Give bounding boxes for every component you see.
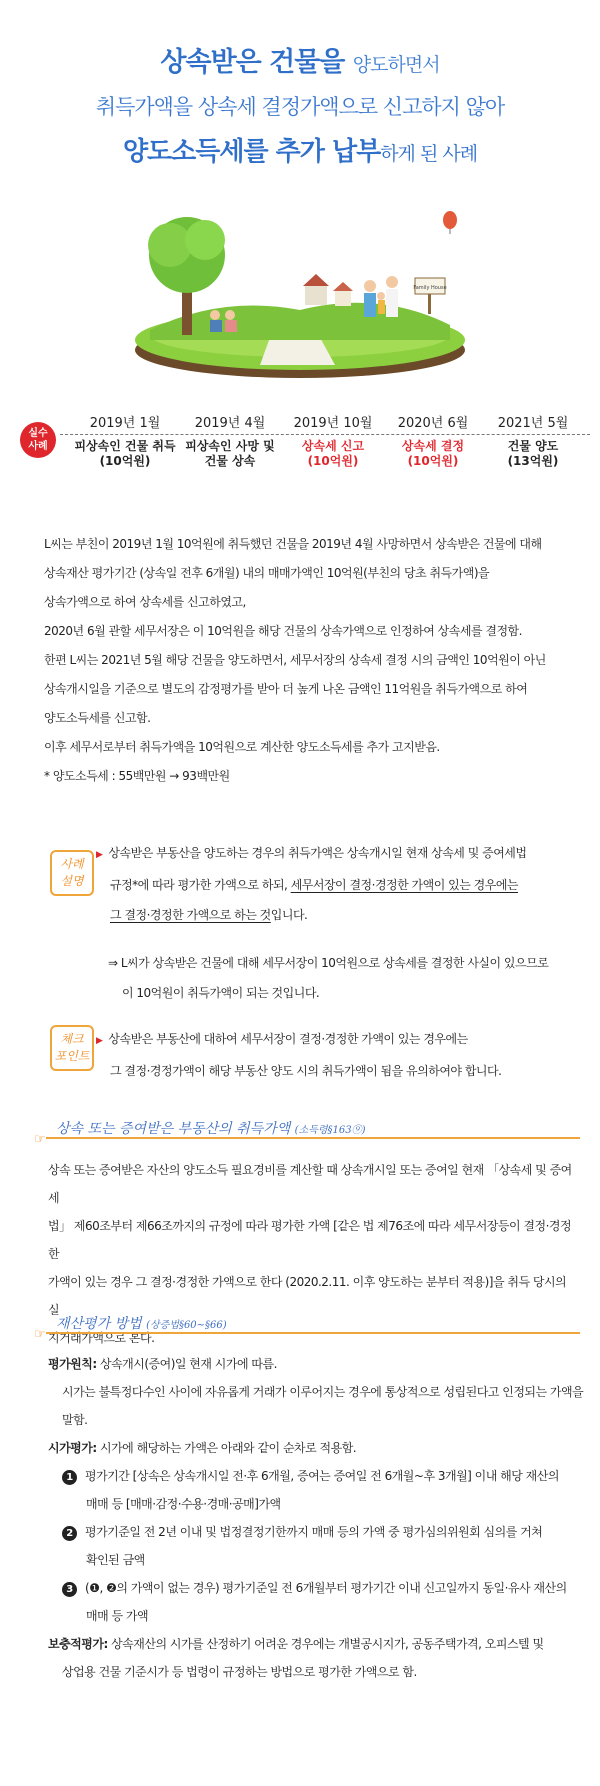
law-line: 지거래가액으로 본다. [48, 1331, 155, 1345]
timeline-date: 2020년 6월 [397, 416, 469, 431]
principle-desc: 시가는 불특정다수인 사이에 자유롭게 거래가 이루어지는 경우에 통상적으로 성립된다고 인정되는 가액을 [62, 1385, 584, 1399]
case-explanation-line: 규정*에 따라 평가한 가액으로 하되, [110, 878, 291, 892]
method-item-text: 매매 등 가액 [86, 1609, 149, 1623]
number-badge-icon: 1 [62, 1470, 77, 1485]
check-point [96, 1024, 580, 1086]
note-line: 이 10억원이 취득가액이 되는 것입니다. [122, 986, 320, 1000]
method-item-text: 매매 등 [매매·감정·수용·경매·공매]가액 [86, 1497, 281, 1511]
method-item-text: 평가기간 [상속은 상속개시일 전·후 6개월, 증여는 증여일 전 6개월~후 3개월] 이내 해당 재산의 [85, 1469, 559, 1483]
timeline-desc: 피상속인 건물 취득 (10억원) [74, 439, 176, 468]
supplementary-row [48, 1630, 578, 1658]
case-explanation-underline: 그 결정·경정한 가액으로 하는 것 [110, 908, 271, 922]
section-law-heading [34, 1118, 580, 1147]
section-law-ref: (소득령§163⑨) [294, 1125, 366, 1136]
supplementary-text: 상업용 건물 기준시가 등 법령이 규정하는 방법으로 평가한 가액으로 함. [62, 1665, 417, 1679]
section-law-rule [46, 1137, 580, 1139]
principle-text: 상속개시(증여)일 현재 시가에 따름. [96, 1357, 277, 1371]
timeline-desc: 피상속인 사망 및 건물 상속 [185, 439, 275, 468]
section-method-title [56, 1313, 227, 1333]
title-line-3 [0, 131, 600, 168]
timeline-date: 2019년 10월 [293, 416, 373, 431]
case-explanation-underline: 세무서장이 결정·경정한 가액이 있는 경우에는 [290, 878, 519, 892]
svg-text:Family House: Family House [413, 285, 447, 291]
story-line: 한편 L씨는 2021년 5월 해당 건물을 양도하면서, 세무서장의 상속세 결정 시의 금액인 10억원이 아닌 [44, 653, 546, 667]
story-line: 양도소득세를 신고함. [44, 711, 151, 725]
number-badge-icon: 2 [62, 1526, 77, 1541]
story-line: 상속가액으로 하여 상속세를 신고하였고, [44, 595, 246, 609]
method-item-text: (❶, ❷의 가액이 없는 경우) 평가기준일 전 6개월부터 평가기간 이내 신고일까지 동일·유사 재산의 [85, 1581, 567, 1595]
law-line: 법」 제60조부터 제66조까지의 규정에 따라 평가한 가액 [같은 법 제76조에 따라 세무서장등이 결정·경정한 [48, 1219, 572, 1261]
principle-row [48, 1350, 578, 1378]
law-line: 가액이 있는 경우 그 결정·경정한 가액으로 한다 (2020.2.11. 이후 양도하는 분부터 적용)]을 취득 당시의 실 [48, 1275, 567, 1317]
supplementary-text: 상속재산의 시가를 산정하기 어려운 경우에는 개별공시지가, 공동주택가격, 오피스텔 및 [107, 1637, 544, 1651]
note-line: ⇒ L씨가 상속받은 건물에 대해 세무서장이 10억원으로 상속세를 결정한 사실이 있으므로 [108, 956, 549, 970]
case-story [44, 530, 574, 791]
market-text: 시가에 해당하는 가액은 아래와 같이 순차로 적용함. [96, 1441, 357, 1455]
method-item-text: 확인된 금액 [86, 1553, 145, 1567]
case-explanation [96, 838, 580, 930]
check-point-line: 그 결정·경정가액이 해당 부동산 양도 시의 취득가액이 됨을 유의하여야 합니다. [110, 1064, 502, 1078]
pointing-hand-icon: ☞ [34, 1132, 46, 1147]
check-point-tag: 체크 포인트 [50, 1025, 94, 1071]
triangle-bullet-icon: ▶ [96, 850, 103, 860]
pointing-hand-icon: ☞ [34, 1327, 46, 1342]
title-line-2: 취득가액을 상속세 결정가액으로 신고하지 않아 [95, 95, 505, 119]
title-line-3-small: 하게 된 사례 [380, 143, 478, 165]
title-line-1-small: 양도하면서 [352, 54, 440, 76]
check-point-line: 상속받은 부동산에 대하여 세무서장이 결정·경정한 가액이 있는 경우에는 [108, 1032, 468, 1046]
timeline-desc: 상속세 결정 (10억원) [401, 439, 465, 468]
section-method-ref: (상증법§60~§66) [146, 1320, 227, 1331]
market-row [48, 1434, 578, 1462]
method-item [48, 1518, 578, 1546]
timeline-item [175, 412, 285, 469]
section-law-title-text: 상속 또는 증여받은 부동산의 취득가액 [56, 1121, 291, 1137]
title-block [0, 40, 600, 168]
section-method-body [48, 1350, 584, 1686]
method-item-text: 평가기준일 전 2년 이내 및 법정결정기한까지 매매 등의 가액 중 평가심의위원회 심의를 거쳐 [85, 1525, 543, 1539]
section-method-rule [46, 1332, 580, 1334]
case-explanation-note [108, 948, 578, 1008]
story-line: 이후 세무서로부터 취득가액을 10억원으로 계산한 양도소득세를 추가 고지받음. [44, 740, 440, 754]
timeline-desc: 건물 양도 (13억원) [507, 439, 559, 468]
timeline-item [70, 412, 180, 469]
timeline-date: 2021년 5월 [497, 416, 569, 431]
story-line: 상속개시일을 기준으로 별도의 감정평가를 받아 더 높게 나온 금액인 11억원을 취득가액으로 하여 [44, 682, 528, 696]
section-method-title-text: 재산평가 방법 [56, 1316, 142, 1332]
timeline-date: 2019년 1월 [89, 416, 161, 431]
timeline-item [278, 412, 388, 469]
title-line-1 [0, 40, 600, 79]
law-line: 상속 또는 증여받은 자산의 양도소득 필요경비를 계산할 때 상속개시일 또는 증여일 현재 「상속세 및 증여세 [48, 1163, 572, 1205]
number-badge-icon: 3 [62, 1582, 77, 1597]
title-line-3-bold: 양도소득세를 추가 납부 [122, 137, 381, 167]
timeline-date: 2019년 4월 [194, 416, 266, 431]
case-explanation-tag: 사례 설명 [50, 850, 94, 896]
story-line: * 양도소득세 : 55백만원 → 93백만원 [44, 769, 230, 783]
timeline [20, 412, 590, 482]
story-line: 2020년 6월 관할 세무서장은 이 10억원을 해당 건물의 상속가액으로 인정하여 상속세를 결정함. [44, 624, 522, 638]
story-line: 상속재산 평가기간 (상속일 전후 6개월) 내의 매매가액인 10억원(부친의 당초 취득가액)을 [44, 566, 490, 580]
method-item [48, 1574, 578, 1602]
family-island-illustration [130, 200, 470, 380]
timeline-item [478, 412, 588, 469]
title-line-1-bold: 상속받은 건물을 [160, 47, 345, 78]
timeline-desc: 상속세 신고 (10억원) [301, 439, 365, 468]
case-explanation-line: 입니다. [270, 908, 308, 922]
story-line: L씨는 부친이 2019년 1월 10억원에 취득했던 건물을 2019년 4월 사망하면서 상속받은 건물에 대해 [44, 537, 542, 551]
method-item [48, 1462, 578, 1490]
mistake-case-badge: 실수 사례 [20, 422, 56, 458]
case-explanation-line: 상속받은 부동산을 양도하는 경우의 취득가액은 상속개시일 현재 상속세 및 증여세법 [108, 846, 527, 860]
supplementary-label: 보충적평가: [48, 1637, 108, 1651]
section-law-title [56, 1118, 366, 1138]
market-label: 시가평가: [48, 1441, 97, 1455]
section-method-heading [34, 1313, 580, 1342]
principle-label: 평가원칙: [48, 1357, 97, 1371]
principle-desc: 말함. [62, 1413, 88, 1427]
triangle-bullet-icon: ▶ [96, 1036, 103, 1046]
timeline-item [378, 412, 488, 469]
